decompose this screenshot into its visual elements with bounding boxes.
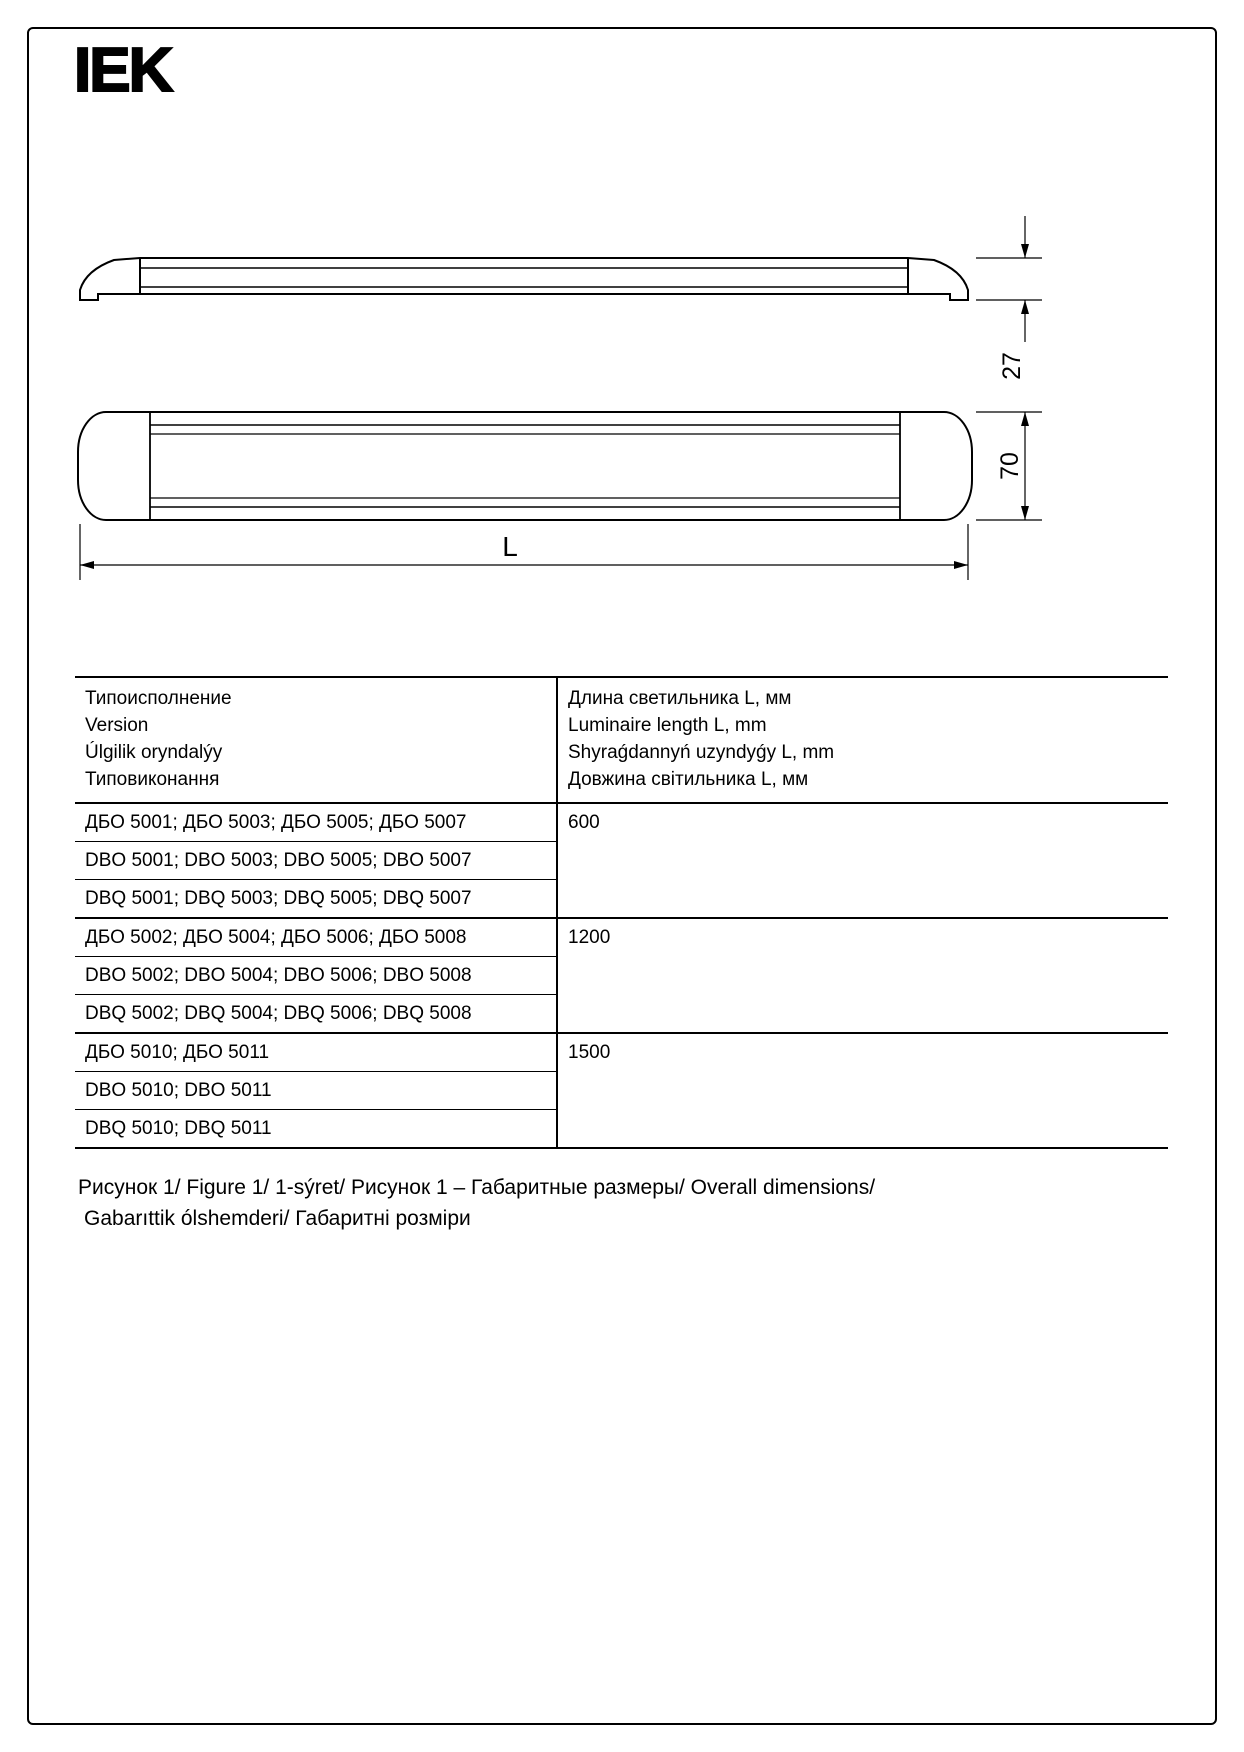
table-row	[75, 918, 1168, 957]
iek-logo: IEK	[74, 36, 172, 105]
dimension-70	[976, 412, 1042, 520]
dimension-L	[80, 524, 968, 580]
header-line: Длина светильника L, мм	[568, 688, 792, 709]
dimension-drawing	[0, 190, 1244, 610]
model-cell: ДБО 5001; ДБО 5003; ДБО 5005; ДБО 5007	[75, 803, 557, 842]
header-line: Úlgilik oryndalýy	[85, 742, 223, 763]
length-cell: 1500	[557, 1033, 1168, 1148]
header-line: Shyraǵdannyń uzyndyǵy L, mm	[568, 742, 835, 763]
table-row	[75, 1033, 1168, 1072]
length-cell: 1200	[557, 918, 1168, 1033]
table-header-row	[75, 677, 1168, 803]
header-line: Типоисполнение	[85, 688, 232, 709]
model-cell: DBQ 5001; DBQ 5003; DBQ 5005; DBQ 5007	[75, 880, 557, 919]
header-line: Version	[85, 715, 149, 736]
dimensions-table	[75, 676, 1168, 1149]
model-cell: DBO 5010; DBO 5011	[75, 1072, 557, 1110]
figure-caption-line1: Рисунок 1/ Figure 1/ 1-sýret/ Рисунок 1 – Габаритные размеры/ Overall dimensions/	[78, 1176, 876, 1199]
length-cell: 600	[557, 803, 1168, 918]
luminaire-side-view	[80, 258, 968, 300]
model-cell: DBQ 5002; DBQ 5004; DBQ 5006; DBQ 5008	[75, 995, 557, 1034]
figure-caption	[78, 1172, 875, 1234]
table-row	[75, 803, 1168, 842]
model-cell: DBO 5001; DBO 5003; DBO 5005; DBO 5007	[75, 842, 557, 880]
column-header-length	[557, 677, 1168, 803]
dimension-70-label: 70	[996, 452, 1024, 480]
dimension-L-label: L	[502, 531, 518, 562]
header-line: Luminaire length L, mm	[568, 715, 767, 736]
model-cell: ДБО 5010; ДБО 5011	[75, 1033, 557, 1072]
luminaire-front-view	[78, 412, 972, 520]
model-cell: DBO 5002; DBO 5004; DBO 5006; DBO 5008	[75, 957, 557, 995]
figure-caption-line2: Gabarıttik ólshemderi/ Габаритні розміри	[84, 1207, 471, 1230]
header-line: Типовиконання	[85, 769, 220, 790]
dimension-27	[976, 216, 1042, 380]
column-header-version	[75, 677, 557, 803]
header-line: Довжина світильника L, мм	[568, 769, 809, 790]
dimension-27-label: 27	[998, 352, 1026, 380]
model-cell: DBQ 5010; DBQ 5011	[75, 1110, 557, 1149]
model-cell: ДБО 5002; ДБО 5004; ДБО 5006; ДБО 5008	[75, 918, 557, 957]
